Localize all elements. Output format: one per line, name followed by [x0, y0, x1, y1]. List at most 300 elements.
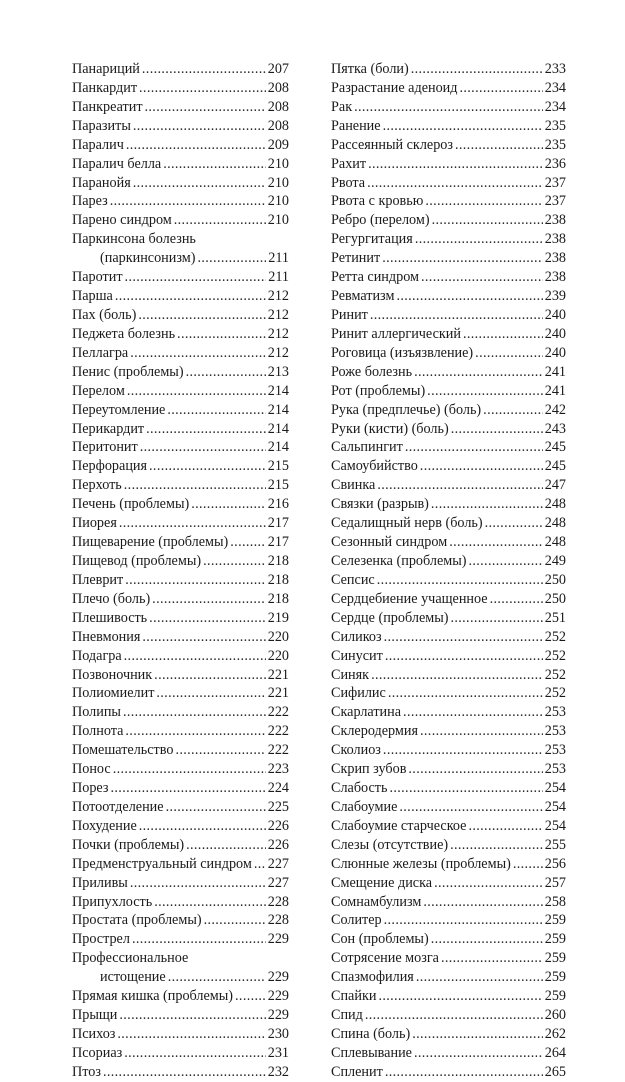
index-term: Паротит — [72, 269, 123, 286]
index-entry — [72, 192, 289, 211]
index-entry — [331, 344, 566, 363]
page-number: 214 — [267, 382, 289, 399]
index-entry — [72, 382, 289, 401]
index-term: Полипы — [72, 704, 121, 721]
page-number: 251 — [544, 609, 566, 626]
dot-leader — [145, 98, 266, 117]
dot-leader — [434, 874, 543, 893]
index-entry — [72, 552, 289, 571]
index-entry — [72, 987, 289, 1006]
dot-leader — [420, 457, 543, 476]
page-number: 237 — [544, 174, 566, 191]
dot-leader — [414, 363, 543, 382]
index-entry — [72, 855, 289, 874]
index-term: Спина (боль) — [331, 1026, 411, 1043]
page-number: 226 — [267, 836, 289, 853]
page-number: 221 — [267, 666, 289, 683]
index-entry — [72, 779, 289, 798]
index-term: Пиорея — [72, 515, 117, 532]
dot-leader — [235, 987, 266, 1006]
dot-leader — [197, 249, 266, 268]
index-entry — [72, 1006, 289, 1025]
page-number: 238 — [544, 269, 566, 286]
index-term: Сифилис — [331, 685, 386, 702]
index-term: Свинка — [331, 477, 376, 494]
index-term: Слабость — [331, 780, 388, 797]
index-entry — [72, 514, 289, 533]
index-entry — [331, 590, 566, 609]
index-entry — [72, 136, 289, 155]
dot-leader — [455, 136, 543, 155]
dot-leader — [125, 268, 267, 287]
page-number: 237 — [544, 193, 566, 210]
index-entry — [72, 211, 289, 230]
index-term: Руки (кисти) (боль) — [331, 420, 449, 437]
index-term: Сепсис — [331, 571, 375, 588]
page-number: 220 — [267, 628, 289, 645]
index-term: Роже болезнь — [331, 363, 413, 380]
dot-leader — [371, 666, 543, 685]
index-term: Рахит — [331, 155, 367, 172]
page-number: 224 — [267, 780, 289, 797]
page-number: 215 — [267, 458, 289, 475]
dot-leader — [420, 722, 543, 741]
index-entry — [331, 268, 566, 287]
page-number: 222 — [267, 704, 289, 721]
index-entry — [331, 855, 566, 874]
dot-leader — [113, 760, 266, 779]
index-term: Рассеянный склероз — [331, 136, 453, 153]
index-entry — [331, 968, 566, 987]
dot-leader — [154, 893, 266, 912]
page-number: 254 — [544, 817, 566, 834]
dot-leader — [370, 306, 543, 325]
index-term: Перитонит — [72, 439, 138, 456]
index-entry — [331, 438, 566, 457]
index-term: Сотрясение мозга — [331, 950, 439, 967]
index-entry — [331, 533, 566, 552]
page-number: 228 — [267, 893, 289, 910]
index-term: Ринит аллергический — [331, 325, 461, 342]
dot-leader — [126, 136, 266, 155]
index-entry — [72, 79, 289, 98]
page-number: 233 — [544, 61, 566, 77]
index-entry — [331, 117, 566, 136]
index-term: Порез — [72, 780, 109, 797]
page-number: 256 — [544, 855, 566, 872]
index-entry — [331, 987, 566, 1006]
dot-leader — [449, 533, 543, 552]
index-entry — [72, 344, 289, 363]
index-entry — [72, 60, 289, 79]
dot-leader — [463, 325, 543, 344]
index-term: Плечо (боль) — [72, 590, 151, 607]
page-number: 238 — [544, 212, 566, 229]
dot-leader — [125, 722, 265, 741]
index-term: Прыщи — [72, 1007, 118, 1024]
dot-leader — [149, 457, 266, 476]
dot-leader — [125, 571, 266, 590]
page-number: 245 — [544, 458, 566, 475]
page-number: 214 — [267, 420, 289, 437]
page-number: 219 — [267, 609, 289, 626]
dot-leader — [254, 855, 266, 874]
dot-leader — [389, 779, 542, 798]
index-term: Помешательство — [72, 742, 174, 759]
index-entry — [331, 306, 566, 325]
index-term: Рука (предплечье) (боль) — [331, 401, 482, 418]
dot-leader — [412, 1025, 543, 1044]
index-term: Слезы (отсутствие) — [331, 836, 449, 853]
index-term: Ринит — [331, 306, 368, 323]
index-entry — [72, 684, 289, 703]
index-entry — [72, 306, 289, 325]
index-entry — [331, 911, 566, 930]
index-entry — [72, 874, 289, 893]
page-number: 226 — [267, 817, 289, 834]
dot-leader — [119, 514, 266, 533]
index-term: Силикоз — [331, 628, 382, 645]
page-number: 210 — [267, 155, 289, 172]
index-term: Склеродермия — [331, 723, 419, 740]
dot-leader — [414, 1044, 543, 1063]
index-term: Самоубийство — [331, 458, 418, 475]
page-number: 245 — [544, 439, 566, 456]
dot-leader — [117, 1025, 265, 1044]
index-term: Перхоть — [72, 477, 122, 494]
page-number: 240 — [544, 325, 566, 342]
dot-leader — [139, 79, 266, 98]
index-entry — [331, 609, 566, 628]
index-term: истощение — [100, 969, 166, 986]
index-entry — [72, 798, 289, 817]
index-term: Паралич — [72, 136, 124, 153]
index-term: Подагра — [72, 647, 122, 664]
dot-leader — [123, 703, 266, 722]
dot-leader — [513, 855, 543, 874]
index-column-left — [72, 60, 289, 1082]
index-entry — [331, 1063, 566, 1082]
index-entry — [72, 1063, 289, 1082]
index-entry — [331, 249, 566, 268]
index-entry — [331, 628, 566, 647]
index-entry — [72, 703, 289, 722]
page-number: 236 — [544, 155, 566, 172]
page-number: 242 — [544, 401, 566, 418]
index-term: Связки (разрыв) — [331, 496, 429, 513]
index-term: Перфорация — [72, 458, 148, 475]
dot-leader — [388, 684, 543, 703]
dot-leader — [475, 344, 543, 363]
dot-leader — [431, 930, 543, 949]
index-entry — [331, 893, 566, 912]
index-entry — [72, 420, 289, 439]
dot-leader — [140, 438, 266, 457]
index-term: Плешивость — [72, 609, 148, 626]
index-term: Слабоумие — [331, 798, 398, 815]
index-term: Почки (проблемы) — [72, 836, 185, 853]
page-number: 208 — [267, 98, 289, 115]
dot-leader — [354, 98, 543, 117]
dot-leader — [490, 590, 543, 609]
index-entry — [331, 401, 566, 420]
page-number: 220 — [267, 647, 289, 664]
index-entry — [331, 817, 566, 836]
index-entry — [331, 382, 566, 401]
index-term: Позвоночник — [72, 666, 153, 683]
page-number: 253 — [544, 761, 566, 778]
index-term: Птоз — [72, 1063, 101, 1080]
index-term: Ревматизм — [331, 288, 395, 305]
dot-leader — [385, 1063, 543, 1082]
index-term: Седалищный нерв (боль) — [331, 515, 483, 532]
page-number: 207 — [267, 61, 289, 77]
dot-leader — [451, 420, 543, 439]
index-entry — [72, 363, 289, 382]
index-term: Пенис (проблемы) — [72, 363, 184, 380]
page-number: 252 — [544, 647, 566, 664]
index-entry — [72, 1025, 289, 1044]
index-term: Печень (проблемы) — [72, 496, 190, 513]
dot-leader — [142, 628, 265, 647]
dot-leader — [204, 911, 266, 930]
page-number: 217 — [267, 515, 289, 532]
page-number: 254 — [544, 798, 566, 815]
index-term: Психоз — [72, 1026, 116, 1043]
page-number: 208 — [267, 79, 289, 96]
page-number: 212 — [267, 325, 289, 342]
page-number: 225 — [267, 798, 289, 815]
page-number: 210 — [267, 174, 289, 191]
page-number: 238 — [544, 231, 566, 248]
page-number: 240 — [544, 344, 566, 361]
index-entry — [331, 211, 566, 230]
index-term: Рот (проблемы) — [331, 382, 426, 399]
page-number: 210 — [267, 193, 289, 210]
index-entry — [331, 363, 566, 382]
index-entry — [72, 666, 289, 685]
dot-leader — [405, 438, 543, 457]
index-entry — [331, 571, 566, 590]
index-term: Профессиональное — [72, 950, 189, 967]
page-number: 262 — [544, 1026, 566, 1043]
dot-leader — [139, 817, 266, 836]
index-entry — [331, 192, 566, 211]
page-number: 229 — [267, 931, 289, 948]
page-number: 259 — [544, 931, 566, 948]
index-term: Рвота — [331, 174, 366, 191]
index-term: Плеврит — [72, 571, 124, 588]
page-number: 229 — [267, 1007, 289, 1024]
page-number: 259 — [544, 950, 566, 967]
index-entry — [72, 401, 289, 420]
index-term: Паранойя — [72, 174, 131, 191]
index-entry — [72, 533, 289, 552]
index-entry — [72, 287, 289, 306]
page-number: 248 — [544, 515, 566, 532]
index-term: Рак — [331, 98, 353, 115]
dot-leader — [130, 344, 266, 363]
dot-leader — [383, 741, 543, 760]
page-number: 218 — [267, 552, 289, 569]
index-entry — [331, 60, 566, 79]
page-number: 259 — [544, 912, 566, 929]
page-number: 210 — [267, 212, 289, 229]
dot-leader — [132, 930, 266, 949]
index-term: Панкреатит — [72, 98, 143, 115]
dot-leader — [450, 609, 542, 628]
dot-leader — [483, 401, 543, 420]
page-number: 221 — [267, 685, 289, 702]
index-entry — [72, 495, 289, 514]
index-term: Сердце (проблемы) — [331, 609, 449, 626]
dot-leader — [166, 798, 266, 817]
index-term: Роговица (изъязвление) — [331, 344, 474, 361]
page-number: 211 — [268, 269, 289, 286]
dot-leader — [485, 514, 543, 533]
index-term: Понос — [72, 761, 111, 778]
page-number: 227 — [267, 855, 289, 872]
index-entry — [331, 703, 566, 722]
dot-leader — [460, 79, 543, 98]
index-term: Смещение диска — [331, 874, 433, 891]
dot-leader — [425, 192, 542, 211]
index-entry — [72, 476, 289, 495]
dot-leader — [186, 363, 266, 382]
index-term: Рвота с кровью — [331, 193, 424, 210]
dot-leader — [415, 230, 543, 249]
index-term: Пищеварение (проблемы) — [72, 534, 229, 551]
dot-leader — [399, 798, 542, 817]
index-entry — [331, 1044, 566, 1063]
page-number: 235 — [544, 117, 566, 134]
index-entry — [331, 647, 566, 666]
dot-leader — [127, 382, 266, 401]
index-entry — [72, 571, 289, 590]
page-number: 243 — [544, 420, 566, 437]
index-term: Предменструальный синдром — [72, 855, 252, 872]
page-number: 249 — [544, 552, 566, 569]
index-entry — [72, 1044, 289, 1063]
index-entry — [331, 325, 566, 344]
index-term: Спайки — [331, 988, 377, 1005]
index-term: Парено синдром — [72, 212, 172, 229]
index-entry — [331, 98, 566, 117]
index-term: Припухлость — [72, 893, 153, 910]
index-entry — [72, 325, 289, 344]
dot-leader — [377, 476, 542, 495]
index-entry — [331, 420, 566, 439]
index-entry — [72, 438, 289, 457]
dot-leader — [384, 911, 543, 930]
page-number: 258 — [544, 893, 566, 910]
index-entry — [331, 1025, 566, 1044]
dot-leader — [411, 60, 543, 79]
dot-leader — [163, 155, 266, 174]
index-term: Ранение — [331, 117, 381, 134]
dot-leader — [403, 703, 543, 722]
index-entry — [72, 647, 289, 666]
index-entry — [331, 779, 566, 798]
dot-leader — [384, 628, 543, 647]
page-number: 253 — [544, 723, 566, 740]
index-term: Сон (проблемы) — [331, 931, 429, 948]
page-number: 209 — [267, 136, 289, 153]
index-term: Регургитация — [331, 231, 413, 248]
dot-leader — [130, 874, 266, 893]
page-number: 240 — [544, 306, 566, 323]
index-term: Пневмония — [72, 628, 141, 645]
index-entry — [72, 609, 289, 628]
dot-leader — [174, 211, 266, 230]
page-number: 214 — [267, 439, 289, 456]
index-entry — [72, 949, 289, 968]
dot-leader — [468, 552, 542, 571]
dot-leader — [230, 533, 265, 552]
index-term: Спленит — [331, 1063, 383, 1080]
dot-leader — [154, 666, 266, 685]
dot-leader — [142, 60, 266, 79]
index-term: Простата (проблемы) — [72, 912, 202, 929]
index-term: Педжета болезнь — [72, 325, 176, 342]
page-number: 215 — [267, 477, 289, 494]
index-term: Прямая кишка (проблемы) — [72, 988, 234, 1005]
index-term: Переутомление — [72, 401, 166, 418]
dot-leader — [152, 590, 266, 609]
dot-leader — [377, 571, 543, 590]
index-term: Сплевывание — [331, 1044, 412, 1061]
index-entry — [331, 798, 566, 817]
page-number: 216 — [267, 496, 289, 513]
dot-leader — [110, 192, 266, 211]
index-entry — [331, 722, 566, 741]
page-number: 222 — [267, 723, 289, 740]
index-entry — [72, 457, 289, 476]
index-entry — [331, 760, 566, 779]
page-number: 257 — [544, 874, 566, 891]
index-entry — [331, 136, 566, 155]
index-entry — [331, 230, 566, 249]
page-number: 228 — [267, 912, 289, 929]
page-number: 248 — [544, 534, 566, 551]
index-entry — [72, 911, 289, 930]
index-term: Спид — [331, 1007, 363, 1024]
dot-leader — [203, 552, 266, 571]
index-entry — [331, 174, 566, 193]
index-entry — [331, 495, 566, 514]
dot-leader — [146, 420, 266, 439]
page-number: 252 — [544, 685, 566, 702]
index-term: Парша — [72, 288, 113, 305]
index-term: Панариций — [72, 61, 140, 77]
page-number: 254 — [544, 780, 566, 797]
index-entry — [72, 741, 289, 760]
index-term: Перикардит — [72, 420, 145, 437]
index-entry — [331, 155, 566, 174]
index-term: Слабоумие старческое — [331, 817, 467, 834]
index-entry — [72, 817, 289, 836]
page-number: 238 — [544, 250, 566, 267]
index-entry — [331, 514, 566, 533]
dot-leader — [149, 609, 266, 628]
page-number: 213 — [267, 363, 289, 380]
dot-leader — [124, 647, 266, 666]
index-term: (паркинсонизм) — [100, 250, 196, 267]
dot-leader — [427, 382, 543, 401]
index-term: Пах (боль) — [72, 306, 137, 323]
index-term: Ретинит — [331, 250, 381, 267]
page-number: 222 — [267, 742, 289, 759]
